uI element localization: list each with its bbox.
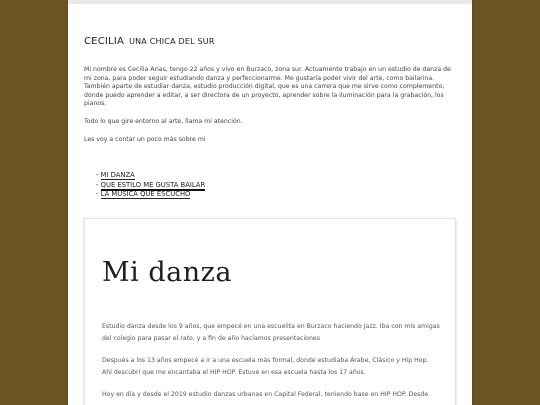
card-body — [102, 321, 440, 405]
link-bullet: - — [96, 180, 101, 189]
link-estilo-baile[interactable]: QUE ESTILO ME GUSTA BAILAR — [100, 180, 206, 189]
site-title: CECILIA — [84, 36, 124, 47]
intro-paragraph: Todo lo que gire entorno al arte, llama mi atención. — [84, 117, 243, 125]
link-item-musica — [96, 190, 205, 200]
link-mi-danza[interactable]: MI DANZA — [100, 171, 135, 179]
site-header — [84, 36, 215, 47]
link-item-estilo — [96, 181, 205, 191]
link-bullet: - — [96, 171, 101, 179]
link-bullet: - — [96, 190, 101, 199]
site-tagline: UNA CHICA DEL SUR — [129, 37, 215, 46]
link-musica[interactable]: LA MÚSICA QUE ESCUCHO — [100, 190, 191, 199]
card-paragraph: Después a los 13 años empecé a ir a una escuela más formal, donde estudiaba Árabe, Clásico y Hip Hop. Ahí descubrí que me encantaba el HIP HOP. Estuve en esa escuela hasta los 17 años. — [102, 357, 429, 376]
card-paragraph: Estudio danza desde los 9 años, que empecé en una escuelita en Burzaco haciendo Jazz. Iba con mis amigas del colegio para pasar el rato, y a fin de año hacíamos presentaciones — [102, 323, 440, 342]
card-paragraph: Hoy en día y desde el 2019 estudio danzas urbanas en Capital Federal, teniendo base en HIP HOP. Desde — [102, 391, 429, 398]
link-item-mi-danza — [96, 171, 205, 181]
content-card — [84, 218, 456, 405]
intro-paragraph: Mi nombre es Cecilia Arias, tengo 22 años y vivo en Burzaco, zona sur. Actuamente trabajo en un estudio de danza de mi zona, para poder seguir estudiando danza y perfeccionarme. Me gustaría poder vivir del arte, como bailarina. También aparte de estudiar danza, estudio producción digital, que es una carrera que me sirve como complemento, donde puedo aprender a editar, a ser directora de un proyecto, aprender sobre la iluminación para la grabación, los pianos. — [84, 66, 451, 108]
page-container — [68, 0, 472, 405]
section-links — [96, 171, 205, 200]
intro-section — [84, 66, 454, 153]
top-divider — [68, 0, 472, 4]
card-title: Mi danza — [102, 257, 232, 288]
intro-paragraph: Les voy a contar un poco más sobre mi — [84, 135, 206, 143]
